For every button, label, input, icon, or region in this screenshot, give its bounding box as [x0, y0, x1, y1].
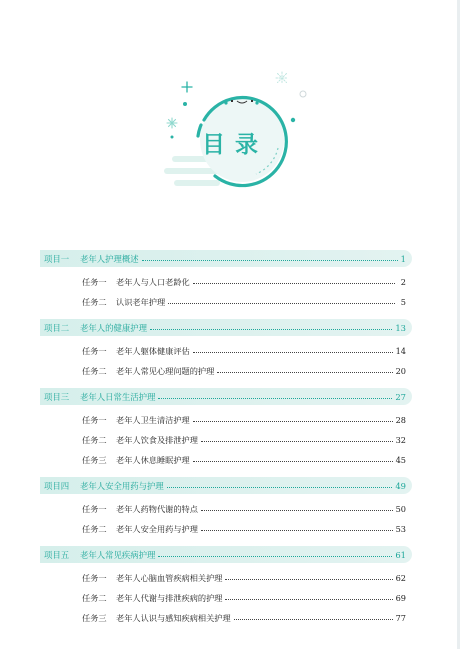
- project-number: 项目四: [44, 480, 70, 491]
- project-number: 项目二: [44, 322, 70, 333]
- task-title: 老年人代谢与排泄疾病的护理: [116, 592, 223, 603]
- task-number: 任务三: [82, 454, 107, 465]
- dot-leader: [217, 371, 392, 373]
- project-title: 老年人安全用药与护理: [80, 480, 164, 491]
- task-number: 任务二: [82, 365, 107, 376]
- task-title: 老年人休息睡眠护理: [116, 454, 190, 465]
- snowflake-icon: [276, 72, 288, 84]
- toc-task-entry[interactable]: [40, 341, 412, 361]
- dot-leader: [225, 598, 392, 600]
- toc-task-entry[interactable]: [40, 568, 412, 588]
- task-page-number: 28: [395, 415, 406, 425]
- task-number: 任务一: [82, 572, 107, 583]
- dot-leader: [193, 420, 393, 422]
- toc-project-entry[interactable]: [40, 546, 412, 563]
- task-number: 任务一: [82, 345, 107, 356]
- dot-leader: [201, 440, 393, 442]
- task-number: 任务二: [82, 296, 107, 307]
- dot-leader: [168, 302, 395, 304]
- toc-task-entry[interactable]: [40, 499, 412, 519]
- project-page-number: 1: [400, 253, 406, 264]
- toc-task-entry[interactable]: [40, 588, 412, 608]
- toc-project-entry[interactable]: [40, 319, 412, 336]
- dot-leader: [167, 486, 393, 488]
- task-number: 任务三: [82, 612, 107, 623]
- task-page-number: 50: [395, 504, 406, 514]
- project-number: 项目五: [44, 549, 70, 560]
- project-title: 老年人的健康护理: [80, 322, 147, 333]
- dot-leader: [234, 618, 393, 620]
- task-page-number: 5: [400, 297, 406, 307]
- group-spacer: [40, 381, 412, 388]
- task-title: 老年人与人口老龄化: [116, 276, 190, 287]
- toc-task-entry[interactable]: [40, 608, 412, 628]
- toc-task-entry[interactable]: [40, 430, 412, 450]
- dot-leader: [201, 529, 393, 531]
- task-title: 老年人常见心理问题的护理: [116, 365, 215, 376]
- task-page-number: 20: [395, 366, 406, 376]
- project-page-number: 49: [395, 480, 406, 491]
- task-title: 老年人饮食及排泄护理: [116, 434, 198, 445]
- task-number: 任务二: [82, 523, 107, 534]
- toc-project-entry[interactable]: [40, 477, 412, 494]
- toc-project-entry[interactable]: [40, 250, 412, 267]
- toc-task-entry[interactable]: [40, 410, 412, 430]
- task-title: 老年人躯体健康评估: [116, 345, 190, 356]
- table-of-contents: [40, 250, 412, 628]
- task-number: 任务一: [82, 276, 107, 287]
- project-page-number: 13: [395, 322, 406, 333]
- dot-leader: [193, 460, 393, 462]
- group-spacer: [40, 312, 412, 319]
- toc-task-entry[interactable]: [40, 272, 412, 292]
- toc-task-entry[interactable]: [40, 450, 412, 470]
- task-title: 老年人安全用药与护理: [116, 523, 198, 534]
- task-number: 任务二: [82, 434, 107, 445]
- toc-project-entry[interactable]: [40, 388, 412, 405]
- group-spacer: [40, 470, 412, 477]
- task-title: 认识老年护理: [116, 296, 166, 307]
- project-number: 项目一: [44, 253, 70, 264]
- task-page-number: 32: [395, 435, 406, 445]
- task-title: 老年人药物代谢的特点: [116, 503, 198, 514]
- task-title: 老年人卫生清洁护理: [116, 414, 190, 425]
- task-title: 老年人心脑血管疾病相关护理: [116, 572, 223, 583]
- dot-icon: [291, 118, 295, 122]
- task-page-number: 77: [395, 613, 406, 623]
- dot-leader: [150, 328, 392, 330]
- dot-leader: [193, 282, 395, 284]
- page-title: 目录: [202, 131, 268, 158]
- project-title: 老年人常见疾病护理: [80, 549, 156, 560]
- task-page-number: 53: [395, 524, 406, 534]
- task-number: 任务一: [82, 503, 107, 514]
- dot-leader: [225, 578, 392, 580]
- dot-icon: [183, 102, 187, 106]
- task-title: 老年人认识与感知疾病相关护理: [116, 612, 231, 623]
- group-spacer: [40, 539, 412, 546]
- project-page-number: 27: [395, 391, 406, 402]
- dot-leader: [201, 509, 393, 511]
- project-number: 项目三: [44, 391, 70, 402]
- sparkle-icon: [182, 82, 192, 92]
- task-number: 任务一: [82, 414, 107, 425]
- dot-leader: [158, 397, 392, 399]
- task-page-number: 45: [395, 455, 406, 465]
- dot-leader: [158, 555, 392, 557]
- project-title: 老年人日常生活护理: [80, 391, 156, 402]
- task-page-number: 14: [395, 346, 406, 356]
- task-page-number: 62: [395, 573, 406, 583]
- ring-dot-icon: [300, 91, 306, 97]
- project-title: 老年人护理概述: [80, 253, 139, 264]
- toc-task-entry[interactable]: [40, 292, 412, 312]
- dot-leader: [193, 351, 393, 353]
- task-page-number: 69: [395, 593, 406, 603]
- toc-task-entry[interactable]: [40, 519, 412, 539]
- toc-task-entry[interactable]: [40, 361, 412, 381]
- task-page-number: 2: [400, 277, 406, 287]
- task-number: 任务二: [82, 592, 107, 603]
- project-page-number: 61: [395, 549, 406, 560]
- dot-leader: [142, 259, 398, 261]
